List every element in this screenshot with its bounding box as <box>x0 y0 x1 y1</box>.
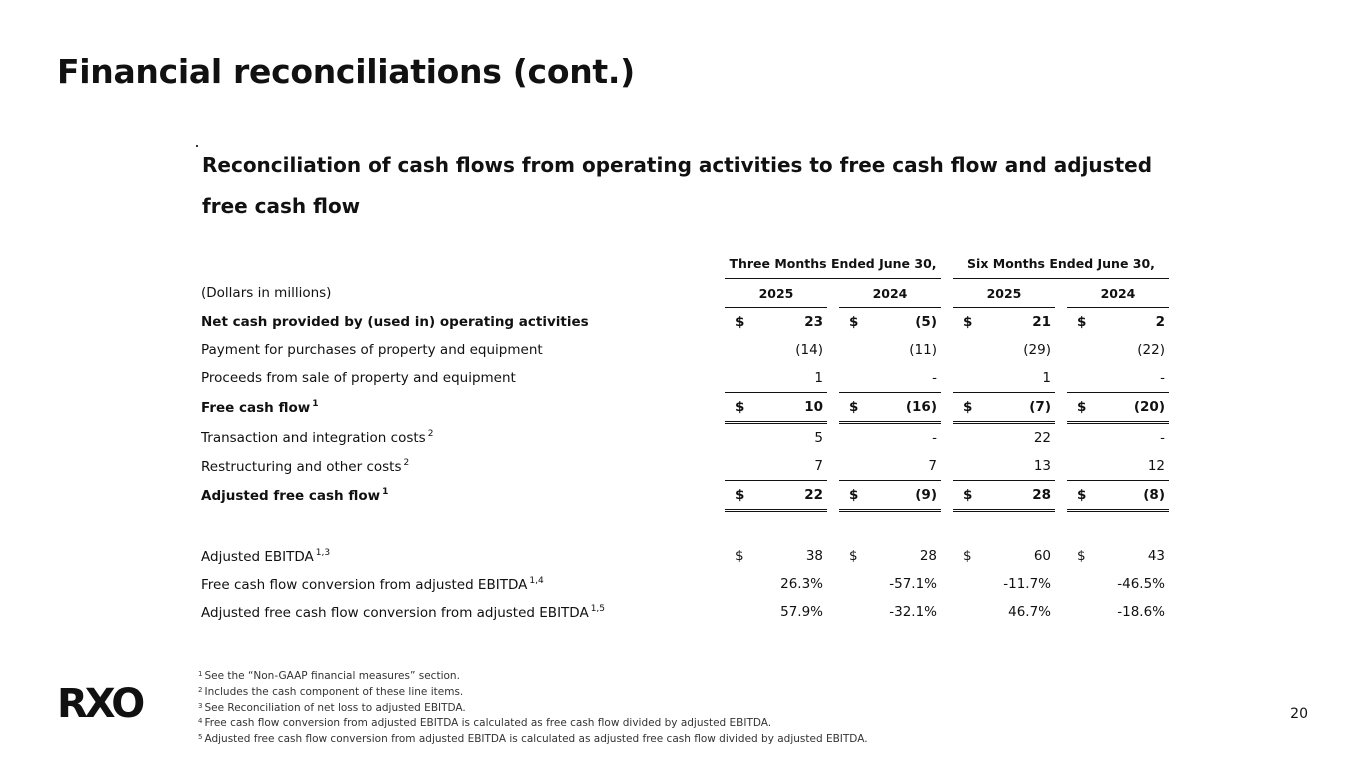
value-cell: 60 <box>1033 548 1051 564</box>
footnote-ref: 1,3 <box>315 547 331 558</box>
currency-symbol: $ <box>725 393 750 423</box>
currency-symbol: $ <box>735 548 744 564</box>
rxo-logo: RXO <box>57 681 143 727</box>
currency-symbol <box>1067 570 1092 598</box>
currency-symbol: $ <box>963 314 973 330</box>
currency-symbol <box>953 570 978 598</box>
value-cell: (8) <box>1092 481 1169 511</box>
table-row <box>196 423 1169 453</box>
table-row <box>196 364 1169 393</box>
value-cell: (29) <box>1023 342 1051 358</box>
value-cell: 28 <box>919 548 937 564</box>
value-cell: 13 <box>978 452 1055 481</box>
currency-symbol <box>953 452 978 481</box>
units-label: (Dollars in millions) <box>201 285 332 301</box>
table-row <box>196 452 1169 481</box>
table-row <box>196 393 1169 423</box>
reconciliation-table <box>196 248 1169 626</box>
currency-symbol: $ <box>1067 481 1092 511</box>
footnote <box>198 684 868 700</box>
group-header-six-months: Six Months Ended June 30, <box>953 248 1169 279</box>
value-cell: 38 <box>805 548 823 564</box>
currency-symbol <box>839 598 864 626</box>
footnote-ref: 2 <box>403 457 410 468</box>
table-row <box>196 542 1169 570</box>
value-cell: (5) <box>915 314 937 330</box>
value-cell: 22 <box>750 481 827 511</box>
value-cell: 57.9% <box>780 604 823 620</box>
row-label: Transaction and integration costs <box>201 429 426 446</box>
value-cell: (14) <box>795 342 823 358</box>
value-cell: 26.3% <box>780 576 823 592</box>
currency-symbol: $ <box>839 481 864 511</box>
currency-symbol <box>839 364 864 393</box>
row-label: Adjusted EBITDA <box>201 548 314 565</box>
row-label: Proceeds from sale of property and equipment <box>201 370 516 387</box>
value-cell: - <box>932 430 937 446</box>
value-cell: - <box>1092 364 1169 393</box>
group-header-row <box>196 248 1169 279</box>
footnote-ref: 1,5 <box>590 603 606 614</box>
value-cell: 10 <box>750 393 827 423</box>
year-header: 2025 <box>953 279 1055 308</box>
currency-symbol <box>953 598 978 626</box>
footnote <box>198 668 868 684</box>
value-cell: 5 <box>814 430 823 446</box>
value-cell: (11) <box>909 342 937 358</box>
footnotes <box>198 668 868 747</box>
currency-symbol <box>725 423 750 453</box>
value-cell: - <box>1160 430 1165 446</box>
row-label: Net cash provided by (used in) operating activities <box>201 313 589 330</box>
currency-symbol <box>839 423 864 453</box>
currency-symbol <box>725 570 750 598</box>
year-header: 2024 <box>839 279 941 308</box>
value-cell: 2 <box>1155 314 1165 330</box>
table-row <box>196 336 1169 364</box>
value-cell: (22) <box>1137 342 1165 358</box>
currency-symbol <box>725 364 750 393</box>
row-label: Adjusted free cash flow <box>201 488 381 504</box>
footnote-number: 2 <box>198 685 203 694</box>
row-label: Payment for purchases of property and equipment <box>201 342 543 358</box>
currency-symbol <box>1067 364 1092 393</box>
year-header-row <box>196 279 1169 308</box>
bullet-dot <box>196 145 198 147</box>
currency-symbol <box>839 336 864 364</box>
footnote-number: 1 <box>198 670 203 678</box>
currency-symbol: $ <box>1077 314 1087 330</box>
currency-symbol <box>1067 452 1092 481</box>
value-cell: 46.7% <box>1008 604 1051 620</box>
value-cell: 28 <box>978 481 1055 511</box>
currency-symbol <box>725 452 750 481</box>
footnote-number: 5 <box>198 733 203 742</box>
currency-symbol <box>725 336 750 364</box>
row-label: Adjusted free cash flow conversion from adjusted EBITDA <box>201 604 589 621</box>
currency-symbol: $ <box>735 314 745 330</box>
footnote-text: Free cash flow conversion from adjusted EBITDA is calculated as free cash flow divided by adjusted EBITDA. <box>204 717 772 730</box>
currency-symbol: $ <box>849 548 858 564</box>
currency-symbol: $ <box>953 393 978 423</box>
footnote-number: 3 <box>198 701 203 710</box>
currency-symbol <box>953 423 978 453</box>
year-header: 2025 <box>725 279 827 308</box>
table-row <box>196 570 1169 598</box>
currency-symbol <box>839 570 864 598</box>
footnote-text: Includes the cash component of these line items. <box>204 685 464 698</box>
footnote-number: 4 <box>198 717 203 726</box>
value-cell: 1 <box>750 364 827 393</box>
value-cell: 7 <box>750 452 827 481</box>
value-cell: -11.7% <box>1003 576 1051 592</box>
value-cell: 23 <box>804 314 823 330</box>
value-cell: (9) <box>864 481 941 511</box>
value-cell: 43 <box>1147 548 1165 564</box>
currency-symbol: $ <box>953 481 978 511</box>
year-header: 2024 <box>1067 279 1169 308</box>
footnote-text: See the “Non-GAAP financial measures” section. <box>204 670 460 682</box>
page-title: Financial reconciliations (cont.) <box>57 52 635 91</box>
value-cell: -32.1% <box>889 604 937 620</box>
value-cell: 21 <box>1032 314 1051 330</box>
value-cell: (20) <box>1092 393 1169 423</box>
currency-symbol: $ <box>839 393 864 423</box>
currency-symbol <box>953 364 978 393</box>
footnote-ref: 1 <box>312 399 319 409</box>
table-row <box>196 598 1169 626</box>
currency-symbol: $ <box>1077 548 1086 564</box>
footnote-text: See Reconciliation of net loss to adjusted EBITDA. <box>204 701 466 714</box>
currency-symbol <box>1067 423 1092 453</box>
currency-symbol: $ <box>963 548 972 564</box>
currency-symbol: $ <box>849 314 859 330</box>
table-row <box>196 481 1169 511</box>
footnote-ref: 1 <box>382 487 389 497</box>
section-title: Reconciliation of cash flows from operating activities to free cash flow and adjusted free cash flow <box>202 153 1153 218</box>
value-cell: 1 <box>978 364 1055 393</box>
currency-symbol: $ <box>1067 393 1092 423</box>
value-cell: 12 <box>1092 452 1169 481</box>
footnote <box>198 700 868 716</box>
currency-symbol <box>725 598 750 626</box>
spacer-row <box>196 511 1169 543</box>
value-cell: (16) <box>864 393 941 423</box>
value-cell: 7 <box>864 452 941 481</box>
footnote <box>198 731 868 747</box>
value-cell: 22 <box>1033 430 1051 446</box>
value-cell: -18.6% <box>1117 604 1165 620</box>
footnote-ref: 1,4 <box>529 575 544 586</box>
group-header-three-months: Three Months Ended June 30, <box>725 248 941 279</box>
footnote <box>198 715 868 731</box>
currency-symbol <box>1067 598 1092 626</box>
page-number: 20 <box>1290 706 1308 722</box>
currency-symbol: $ <box>725 481 750 511</box>
currency-symbol <box>839 452 864 481</box>
value-cell: (7) <box>978 393 1055 423</box>
row-label: Free cash flow <box>201 400 311 416</box>
value-cell: - <box>864 364 941 393</box>
table-row <box>196 308 1169 337</box>
value-cell: -57.1% <box>889 576 937 592</box>
row-label: Free cash flow conversion from adjusted EBITDA <box>201 576 528 593</box>
currency-symbol <box>953 336 978 364</box>
footnote-ref: 2 <box>427 428 434 439</box>
row-label: Restructuring and other costs <box>201 458 402 475</box>
footnote-text: Adjusted free cash flow conversion from adjusted EBITDA is calculated as adjusted free cash flow divided by adjusted EBITDA. <box>204 733 868 746</box>
value-cell: -46.5% <box>1117 576 1165 592</box>
currency-symbol <box>1067 336 1092 364</box>
